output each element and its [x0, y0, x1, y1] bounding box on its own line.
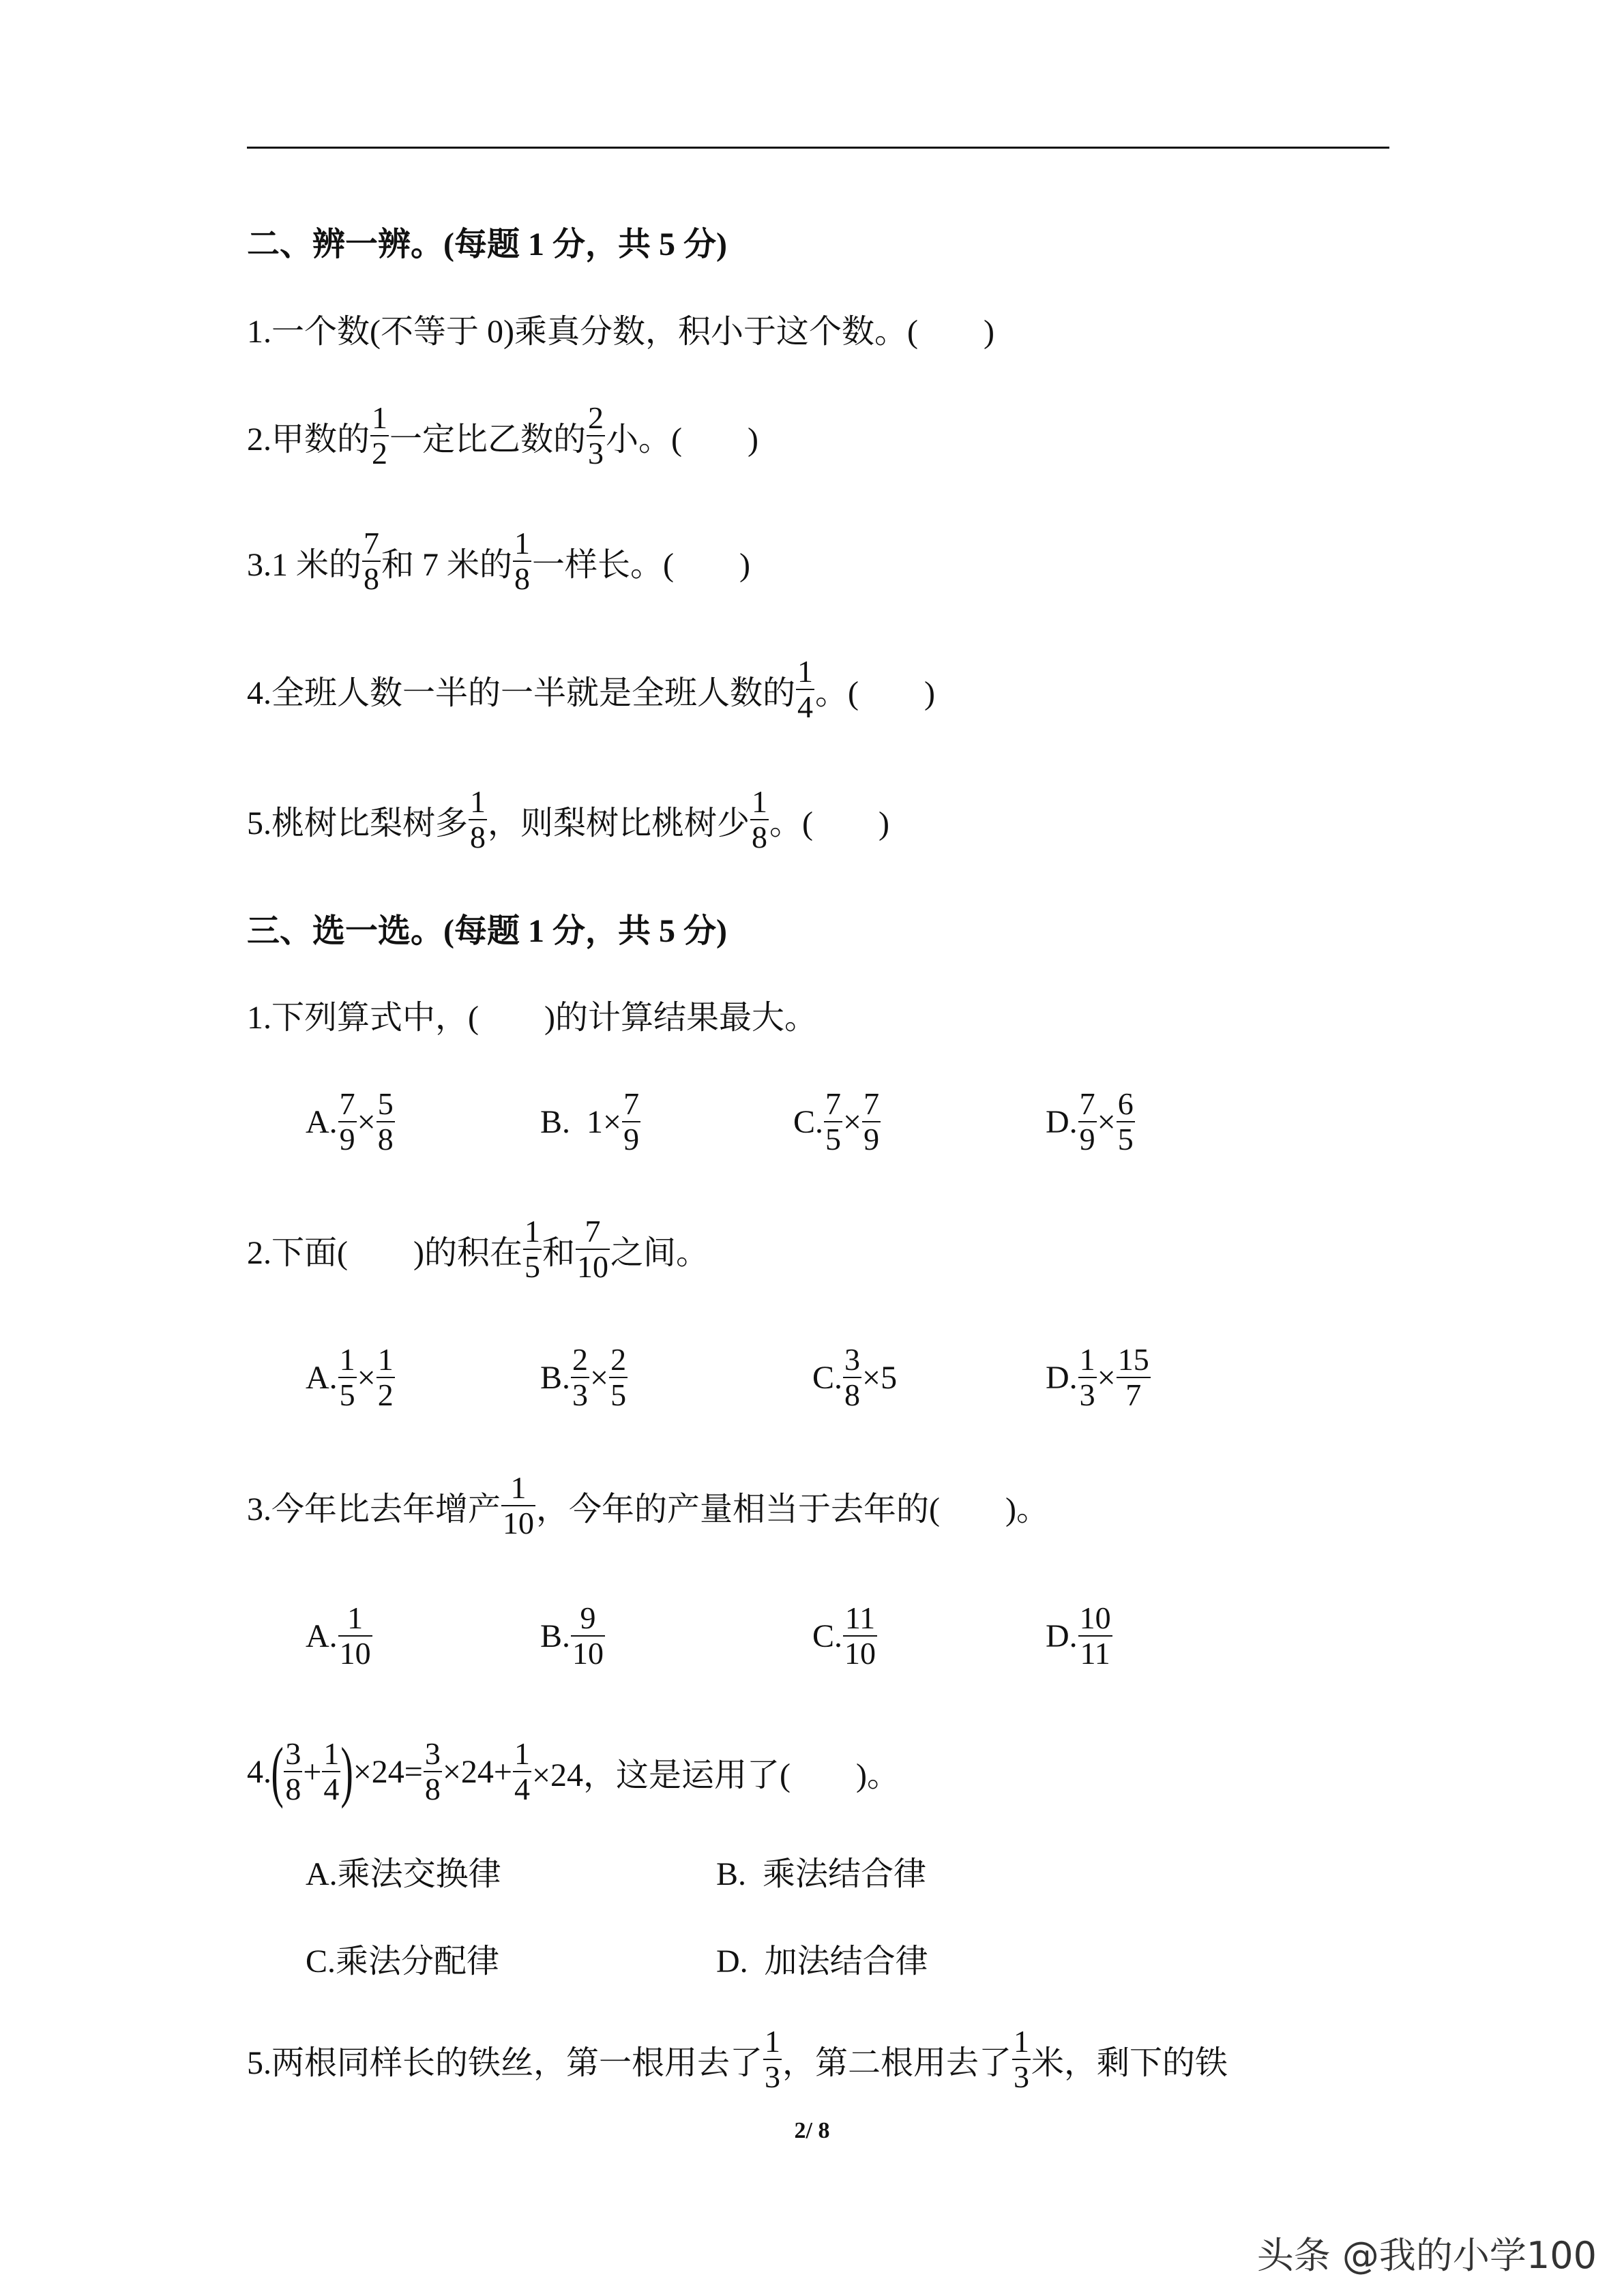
numerator: 7 [364, 526, 380, 561]
section-title: 二、辨一辨。(每题 1 分，共 5 分) [247, 226, 727, 263]
denominator: 3 [588, 436, 604, 471]
denominator: 9 [623, 1122, 640, 1157]
numerator: 1 [752, 784, 768, 819]
text-segment: 。( ) [815, 674, 935, 711]
denominator: 10 [339, 1636, 371, 1671]
denominator: 8 [844, 1377, 861, 1412]
true-false-question [247, 398, 758, 473]
text-segment: × [843, 1103, 862, 1140]
fraction [843, 1344, 861, 1411]
denominator: 9 [863, 1122, 880, 1157]
denominator: 10 [844, 1636, 876, 1671]
text-segment: 5.桃树比梨树多 [247, 805, 469, 841]
text-segment: D. [1046, 1103, 1078, 1140]
true-false-question [247, 290, 994, 366]
choice-question [247, 1734, 900, 1809]
denominator: 10 [572, 1636, 604, 1671]
denominator: 11 [1078, 1635, 1112, 1669]
text-segment: × [1097, 1103, 1116, 1140]
denominator: 2 [377, 1377, 394, 1412]
fraction [338, 1344, 357, 1411]
fraction [609, 1344, 628, 1411]
fraction [571, 1602, 605, 1669]
denominator: 5 [825, 1122, 842, 1157]
true-false-question [247, 782, 889, 857]
text-segment: ×24+ [442, 1753, 512, 1790]
numerator: 7 [623, 1086, 640, 1121]
text-segment: C. [812, 1617, 843, 1654]
fraction [513, 528, 531, 595]
fraction [377, 1344, 395, 1411]
fraction [1078, 1344, 1097, 1411]
answer-option [1046, 1340, 1151, 1415]
answer-option [793, 1084, 881, 1159]
numerator: 7 [825, 1086, 842, 1121]
numerator: 1 [510, 1470, 527, 1505]
text-segment: 和 7 米的 [381, 546, 513, 583]
numerator: 1 [377, 1342, 394, 1377]
answer-option [306, 1598, 373, 1673]
numerator: 7 [585, 1214, 601, 1249]
denominator: 8 [364, 561, 380, 596]
fraction [796, 656, 814, 723]
fraction [1117, 1344, 1151, 1411]
denominator: 9 [1079, 1122, 1095, 1157]
fraction [824, 1088, 842, 1155]
fraction [1078, 1088, 1097, 1155]
fraction [370, 402, 389, 469]
fraction [862, 1088, 881, 1155]
choice-question [247, 1212, 709, 1287]
fraction [284, 1738, 302, 1805]
text-segment: A. [306, 1617, 338, 1654]
answer-option [306, 1920, 499, 1995]
denominator: 10 [503, 1506, 535, 1540]
text-segment: × [357, 1103, 376, 1140]
text-segment: 4. [247, 1753, 271, 1790]
fraction [1117, 1088, 1135, 1155]
denominator: 3 [572, 1377, 589, 1412]
text-segment: ×5 [862, 1359, 898, 1396]
denominator: 3 [1079, 1377, 1095, 1412]
fraction [587, 402, 605, 469]
text-segment: B. 1× [540, 1103, 622, 1140]
denominator: 5 [524, 1249, 540, 1284]
fraction [1012, 2026, 1031, 2093]
numerator: 1 [372, 400, 388, 435]
text-segment: A. [306, 1359, 338, 1396]
denominator: 8 [470, 820, 486, 854]
numerator: 1 [1014, 2024, 1030, 2059]
numerator: 1 [347, 1600, 364, 1635]
denominator: 4 [323, 1772, 340, 1806]
denominator: 4 [514, 1772, 530, 1806]
numerator: 5 [377, 1086, 394, 1121]
denominator: 7 [1117, 1377, 1151, 1411]
text-segment: 1.下列算式中，( )的计算结果最大。 [247, 999, 817, 1036]
text-segment: 3.今年比去年增产 [247, 1491, 501, 1527]
text-segment: D. 加法结合律 [716, 1943, 928, 1980]
denominator: 9 [339, 1122, 355, 1157]
text-segment: ，第二根用去了 [782, 2044, 1012, 2081]
denominator: 5 [339, 1377, 355, 1412]
text-segment: 和 [542, 1234, 575, 1271]
fraction [523, 1216, 542, 1283]
text-segment: B. 乘法结合律 [716, 1855, 927, 1892]
numerator: 2 [572, 1342, 589, 1377]
text-segment: 5.两根同样长的铁丝，第一根用去了 [247, 2044, 763, 2081]
text-segment: 一样长。( ) [532, 546, 751, 583]
answer-option [716, 1833, 926, 1908]
text-segment: C. [812, 1359, 843, 1396]
numerator: 2 [610, 1342, 627, 1377]
text-segment: B. [540, 1617, 571, 1654]
section-title: 三、选一选。(每题 1 分，共 5 分) [247, 912, 727, 949]
numerator: 15 [1117, 1342, 1149, 1377]
page-number: 2/ 8 [794, 2118, 830, 2143]
numerator: 11 [844, 1600, 876, 1635]
true-false-question [247, 524, 750, 599]
header-rule [247, 147, 1389, 149]
numerator: 1 [323, 1736, 340, 1771]
fraction [501, 1472, 535, 1539]
fraction [576, 1216, 610, 1283]
denominator: 8 [285, 1772, 301, 1806]
text-segment: 米，剩下的铁 [1031, 2044, 1228, 2081]
text-segment: ，则梨树比桃树少 [488, 805, 750, 841]
text-segment: 一定比乙数的 [389, 421, 587, 458]
denominator: 5 [1117, 1122, 1134, 1157]
text-segment: ×24= [353, 1753, 423, 1790]
numerator: 3 [844, 1342, 861, 1377]
text-segment: C. [793, 1103, 824, 1140]
answer-option [812, 1340, 897, 1415]
text-segment: D. [1046, 1359, 1078, 1396]
choice-question [247, 1468, 1049, 1543]
denominator: 3 [765, 2059, 781, 2094]
fraction [763, 2026, 782, 2093]
answer-option [540, 1340, 628, 1415]
fraction [469, 786, 487, 853]
text-segment: ，今年的产量相当于去年的( )。 [536, 1491, 1049, 1527]
numerator: 7 [863, 1086, 880, 1121]
numerator: 1 [514, 526, 531, 561]
answer-option [1046, 1084, 1136, 1159]
numerator: 7 [1079, 1086, 1095, 1121]
numerator: 1 [514, 1736, 530, 1771]
fraction [843, 1602, 877, 1669]
text-segment: A.乘法交换律 [306, 1855, 501, 1892]
text-segment: C.乘法分配律 [306, 1943, 500, 1980]
text-segment: 3.1 米的 [247, 546, 362, 583]
text-segment: 小。( ) [606, 421, 759, 458]
numerator: 9 [580, 1600, 596, 1635]
numerator: 1 [797, 654, 814, 689]
denominator: 10 [577, 1249, 608, 1284]
text-segment: D. [1046, 1617, 1078, 1654]
numerator: 2 [588, 400, 604, 435]
numerator: 1 [765, 2024, 781, 2059]
answer-option [306, 1084, 396, 1159]
numerator: 1 [1079, 1342, 1095, 1377]
fraction [622, 1088, 640, 1155]
large-parenthesis: ) [340, 1733, 354, 1809]
fraction [362, 528, 381, 595]
choice-question [247, 976, 817, 1052]
fraction [750, 786, 769, 853]
answer-option [306, 1833, 501, 1908]
fraction [338, 1088, 357, 1155]
text-segment: ×24，这是运用了( )。 [531, 1757, 900, 1793]
text-segment: 1.一个数(不等于 0)乘真分数，积小于这个数。( ) [247, 313, 994, 350]
text-segment: 2.甲数的 [247, 421, 370, 458]
numerator: 10 [1079, 1600, 1111, 1635]
text-segment: 4.全班人数一半的一半就是全班人数的 [247, 674, 796, 711]
fraction [571, 1344, 589, 1411]
watermark: 头条 @我的小学100 [1256, 2234, 1597, 2277]
answer-option [812, 1598, 878, 1673]
fraction [1078, 1602, 1112, 1669]
numerator: 1 [524, 1214, 540, 1249]
answer-option [1046, 1598, 1113, 1673]
answer-option [306, 1340, 396, 1415]
fraction [377, 1088, 395, 1155]
denominator: 8 [514, 561, 531, 596]
fraction [513, 1738, 531, 1805]
large-parenthesis: ( [271, 1733, 284, 1809]
denominator: 8 [752, 820, 768, 854]
answer-option [540, 1598, 606, 1673]
fraction [338, 1602, 372, 1669]
text-segment: × [1097, 1359, 1116, 1396]
text-segment: A. [306, 1103, 338, 1140]
answer-option [716, 1920, 928, 1995]
choice-question [247, 2022, 1228, 2097]
numerator: 3 [285, 1736, 301, 1771]
text-segment: + [303, 1753, 322, 1790]
fraction [322, 1738, 340, 1805]
numerator: 3 [424, 1736, 441, 1771]
denominator: 2 [372, 436, 388, 471]
fraction [424, 1738, 442, 1805]
text-segment: × [357, 1359, 376, 1396]
denominator: 8 [424, 1772, 441, 1806]
denominator: 3 [1014, 2059, 1030, 2094]
denominator: 8 [377, 1122, 394, 1157]
text-segment: × [590, 1359, 609, 1396]
numerator: 7 [339, 1086, 355, 1121]
text-segment: 。( ) [769, 805, 890, 841]
true-false-question [247, 652, 935, 727]
text-segment: 之间。 [610, 1234, 709, 1271]
numerator: 1 [470, 784, 486, 819]
numerator: 1 [339, 1342, 355, 1377]
numerator: 6 [1117, 1086, 1134, 1121]
answer-option [540, 1084, 641, 1159]
denominator: 4 [797, 689, 814, 724]
text-segment: B. [540, 1359, 571, 1396]
denominator: 5 [610, 1377, 627, 1412]
text-segment: 2.下面( )的积在 [247, 1234, 522, 1271]
